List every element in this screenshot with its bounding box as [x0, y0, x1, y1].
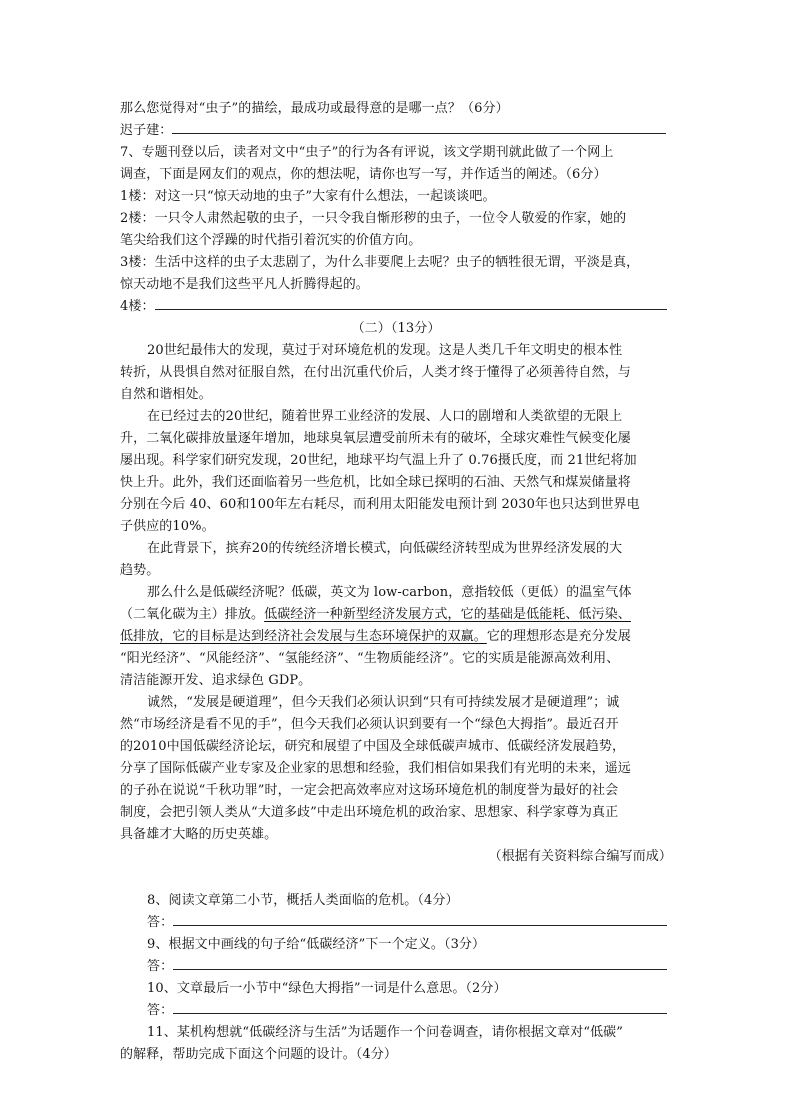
- p5-line-7: 具备雄才大略的历史英雄。: [120, 827, 278, 842]
- floor-1-post: 1楼：对这一只“惊天动地的虫子”大家有什么想法，一起谈谈吧。: [120, 189, 496, 204]
- q8-answer-line: [120, 912, 672, 934]
- p4-line-2: [120, 604, 672, 626]
- q10-answer-label: 答：: [147, 1003, 174, 1018]
- floor-3-post-line-1: 3楼：生活中这样的虫子太悲剧了，为什么非要爬上去呢？虫子的牺牲很无谓，平淡是真，: [120, 255, 640, 270]
- q7-line-1: 7、专题刊登以后，读者对文中“虫子”的行为各有评说，该文学期刊就此做了一个网上: [120, 145, 614, 160]
- p4-line-2-plain: （二氧化碳为主）排放。: [120, 607, 265, 622]
- p2-line-5: 分别在今后 40、60和100年左右耗尽，而利用太阳能发电预计到 2030年也只达到世界电: [120, 497, 640, 512]
- p4-line-1: 那么什么是低碳经济呢？低碳，英文为 low-carbon，意指较低（更低）的温室气体: [147, 585, 632, 600]
- floor-2-post-line-1: 2楼：一只令人肃然起敬的虫子，一只令我自惭形秽的虫子，一位令人敬爱的作家，她的: [120, 211, 627, 226]
- q6-answer-label: 迟子建：: [120, 123, 173, 138]
- p4-line-5: 清洁能源开发、追求绿色 GDP。: [120, 673, 312, 688]
- underlined-definition-part-1: 低碳经济一种新型经济发展方式，它的基础是低能耗、低污染、: [264, 607, 631, 622]
- p2-line-1: 在已经过去的20世纪，随着世界工业经济的发展、人口的剧增和人类欲望的无限上: [147, 409, 623, 424]
- source-note: （根据有关资料综合编写而成）: [488, 849, 672, 864]
- q9-answer-label: 答：: [147, 959, 174, 974]
- question-10: 10、文章最后一小节中“绿色大拇指”一词是什么意思。（2分）: [147, 981, 507, 996]
- p1-line-2: 转折，从畏惧自然对征服自然，在付出沉重代价后，人类才终于懂得了必须善待自然，与: [120, 365, 631, 380]
- floor-4-label: 4楼：: [120, 299, 155, 314]
- q6-prompt: 那么您觉得对“虫子”的描绘，最成功或最得意的是哪一点？（6分）: [120, 101, 509, 116]
- p2-line-4: 快上升。此外，我们还面临着另一些危机，比如全球已探明的石油、天然气和煤炭储量将: [120, 475, 631, 490]
- question-8: 8、阅读文章第二小节，概括人类面临的危机。（4分）: [147, 893, 459, 908]
- p4-line-3-plain: 它的理想形态是充分发展: [486, 629, 631, 644]
- p3-line-1: 在此背景下，摈弃20的传统经济增长模式，向低碳经济转型成为世界经济发展的大: [147, 541, 623, 556]
- p5-line-2: 然“市场经济是看不见的手”，但今天我们必须认识到要有一个“绿色大拇指”。最近召开: [120, 717, 619, 732]
- section-heading: （二）（13分）: [351, 321, 441, 336]
- floor-4-answer-line: [120, 296, 672, 318]
- p5-line-6: 制度，会把引领人类从“大道多歧”中走出环境危机的政治家、思想家、科学家尊为真正: [120, 805, 619, 820]
- q9-answer-blank[interactable]: [173, 956, 667, 970]
- underlined-definition-part-2: 低排放，它的目标是达到经济社会发展与生态环境保护的双赢。: [120, 629, 487, 644]
- q10-answer-line: [120, 1000, 672, 1022]
- p5-line-5: 的子孙在说说“千秋功罪”时，一定会把高效率应对这场环境危机的制度誉为最好的社会: [120, 783, 619, 798]
- p2-line-2: 升，二氧化碳排放量逐年增加，地球臭氧层遭受前所未有的破坏，全球灾难性气候变化屡: [120, 431, 631, 446]
- floor-2-post-line-2: 笔尖给我们这个浮躁的时代指引着沉实的价值方向。: [120, 233, 422, 248]
- question-11-line-1: 11、某机构想就“低碳经济与生活”为话题作一个问卷调查，请你根据文章对“低碳”: [147, 1025, 624, 1040]
- p4-line-3: [120, 626, 672, 648]
- q8-answer-label: 答：: [147, 915, 174, 930]
- p2-line-6: 子供应的10%。: [120, 519, 215, 534]
- q10-answer-blank[interactable]: [173, 1000, 667, 1014]
- q9-answer-line: [120, 956, 672, 978]
- q6-answer-line: [120, 120, 672, 142]
- p4-line-4: “阳光经济”、“风能经济”、“氢能经济”、“生物质能经济”。它的实质是能源高效利用、: [120, 651, 620, 666]
- p5-line-4: 分享了国际低碳产业专家及企业家的思想和经验，我们相信如果我们有光明的未来，遥远: [120, 761, 631, 776]
- floor-3-post-line-2: 惊天动地不是我们这些平凡人折腾得起的。: [120, 277, 369, 292]
- q7-line-2: 调查，下面是网友们的观点，你的想法呢，请你也写一写，并作适当的阐述。（6分）: [120, 167, 607, 182]
- question-9: 9、根据文中画线的句子给“低碳经济”下一个定义。（3分）: [147, 937, 486, 952]
- q8-answer-blank[interactable]: [173, 912, 667, 926]
- p5-line-3: 的2010中国低碳经济论坛，研究和展望了中国及全球低碳声城市、低碳经济发展趋势，: [120, 739, 626, 754]
- p3-line-2: 趋势。: [120, 563, 160, 578]
- floor-4-answer-blank[interactable]: [155, 296, 667, 310]
- p1-line-1: 20世纪最伟大的发现，莫过于对环境危机的发现。这是人类几千年文明史的根本性: [147, 343, 623, 358]
- p1-line-3: 自然和谐相处。: [120, 387, 212, 402]
- question-11-line-2: 的解释，帮助完成下面这个问题的设计。（4分）: [120, 1047, 397, 1062]
- p5-line-1: 诚然，“发展是硬道理”，但今天我们必须认识到“只有可持续发展才是硬道理”；诚: [147, 695, 620, 710]
- q6-answer-blank[interactable]: [172, 120, 666, 134]
- p2-line-3: 屡出现。科学家们研究发现，20世纪，地球平均气温上升了 0.76摄氏度，而 21世纪将加: [120, 453, 637, 468]
